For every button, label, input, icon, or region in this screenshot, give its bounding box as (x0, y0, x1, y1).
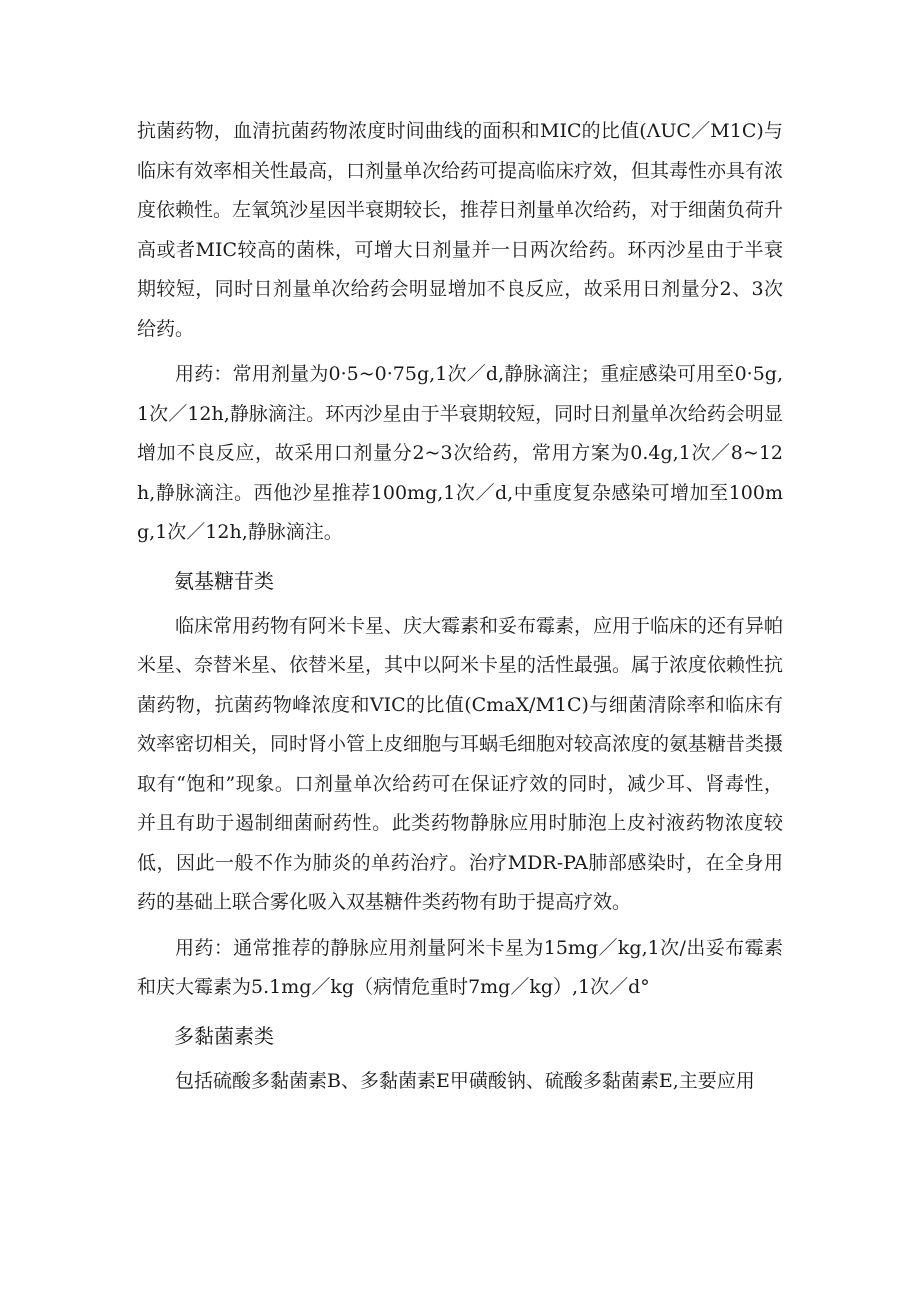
paragraph-quinolone-dosage: 用药：常用剂量为0·5~0·75g,1次／d,静脉滴注；重症感染可用至0·5g,1次／12h,静脉滴注。环丙沙星由于半衰期较短，同时日剂量单次给药会明显增加不良反应，故采用口剂量分2~3次给药，常用方案为0.4g,1次／8~12h,静脉滴注。西他沙星推荐100mg,1次／d,中重度复杂感染可增加至100mg,1次／12h,静脉滴注。 (137, 363, 783, 543)
section-heading-aminoglycosides: 氨基糖苷类 (174, 568, 274, 593)
paragraph-polymyxins: 包括硫酸多黏菌素B、多黏菌素E甲磺酸钠、硫酸多黏菌素E,主要应用 (175, 1069, 755, 1092)
section-heading-polymyxins: 多黏菌素类 (174, 1023, 274, 1048)
paragraph-aminoglycosides: 临床常用药物有阿米卡星、庆大霉素和妥布霉素，应用于临床的还有异帕米星、奈替米星、依替米星，其中以阿米卡星的活性最强。属于浓度依赖性抗菌药物，抗菌药物峰浓度和VIC的比值(CmaX/M1C)与细菌清除率和临床有效率密切相关，同时肾小管上皮细胞与耳蜗毛细胞对较高浓度的氨基糖昔类摄取有“饱和”现象。口剂量单次给药可在保证疗效的同时，减少耳、肾毒性，并且有助于遏制细菌耐药性。此类药物静脉应用时肺泡上皮衬液药物浓度较低，因此一般不作为肺炎的单药治疗。治疗MDR-PA肺部感染时，在全身用药的基础上联合雾化吸入双基糖件类药物有助于提高疗效。 (137, 614, 784, 913)
paragraph-pk-dosing: 抗菌药物，血清抗菌药物浓度时间曲线的面积和MIC的比值(ΛUC／M1C)与临床有效率相关性最高，口剂量单次给药可提高临床疗效，但其毒性亦具有浓度依赖性。左氧筑沙星因半衰期较长，推荐日剂量单次给药，对于细菌负荷升高或者MIC较高的菌株，可增大日剂量并一日两次给药。环丙沙星由于半衰期较短，同时日剂量单次给药会明显增加不良反应，故采用日剂量分2、3次给药。 (137, 120, 784, 340)
paragraph-aminoglycoside-dosage: 用药：通常推荐的静脉应用剂量阿米卡星为15mg／kg,1次/出妥布霉素和庆大霉素为5.1mg／kg（病情危重时7mg／kg）,1次／d° (137, 936, 783, 998)
